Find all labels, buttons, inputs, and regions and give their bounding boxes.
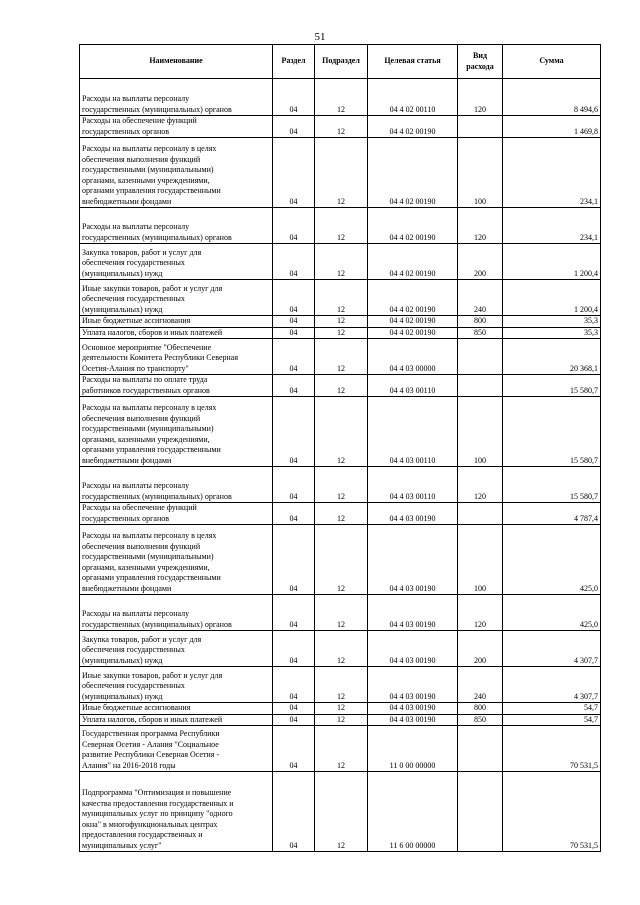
row-expense-type-cell — [458, 375, 503, 397]
row-subsection-cell — [315, 116, 368, 138]
row-amount-cell — [503, 467, 601, 503]
row-target-article: 04 4 03 00110 — [389, 385, 436, 395]
row-expense-type-cell — [458, 397, 503, 467]
row-amount: 15 580,7 — [570, 385, 598, 395]
row-amount-cell — [503, 375, 601, 397]
row-expense-type: 240 — [474, 691, 486, 701]
row-amount: 70 531,5 — [570, 840, 598, 850]
row-amount: 1 200,4 — [574, 304, 598, 314]
row-section-cell — [273, 375, 315, 397]
row-amount: 234,1 — [580, 196, 598, 206]
row-amount-cell — [503, 503, 601, 525]
row-amount-cell — [503, 116, 601, 138]
row-target-article-cell — [368, 116, 458, 138]
row-section: 04 — [289, 196, 298, 206]
row-amount-cell — [503, 339, 601, 375]
row-expense-type-cell — [458, 467, 503, 503]
row-amount-cell — [503, 631, 601, 667]
row-section-cell — [273, 703, 315, 715]
table-row — [80, 467, 601, 503]
row-target-article: 04 4 02 00190 — [389, 196, 436, 206]
table-row — [80, 595, 601, 631]
table-row — [80, 714, 601, 726]
row-name: Уплата налогов, сборов и иных платежей — [82, 327, 223, 337]
row-name: Расходы на выплаты персоналу в целях обеспечения выполнения функций государственными (муниципальными) органами, казенными учреждениями, органами управления государственными внебюджетными фондами — [82, 403, 221, 465]
row-section: 04 — [289, 583, 298, 593]
table-header-row — [80, 45, 601, 79]
row-name-cell — [80, 714, 273, 726]
row-amount-cell — [503, 525, 601, 595]
row-name-cell — [80, 138, 273, 208]
row-expense-type-cell — [458, 726, 503, 772]
row-subsection: 12 — [337, 232, 345, 242]
row-name-cell — [80, 467, 273, 503]
row-subsection: 12 — [337, 304, 345, 314]
row-section: 04 — [289, 513, 298, 523]
row-name: Иные закупки товаров, работ и услуг для обеспечения государственных (муниципальных) нужд — [82, 283, 223, 314]
row-name-cell — [80, 595, 273, 631]
row-subsection-cell — [315, 208, 368, 244]
row-amount: 425,0 — [580, 619, 598, 629]
row-section: 04 — [289, 232, 298, 242]
row-target-article: 04 4 03 00110 — [389, 455, 436, 465]
row-section-cell — [273, 208, 315, 244]
row-subsection: 12 — [337, 104, 345, 114]
row-target-article-cell — [368, 631, 458, 667]
row-section-cell — [273, 327, 315, 339]
row-subsection-cell — [315, 467, 368, 503]
table-row — [80, 631, 601, 667]
row-amount: 1 469,8 — [574, 126, 598, 136]
row-amount: 35,3 — [584, 327, 598, 337]
page-number: 51 — [314, 31, 326, 43]
row-expense-type: 100 — [474, 583, 486, 593]
row-name-cell — [80, 79, 273, 116]
row-section: 04 — [289, 703, 298, 712]
row-section-cell — [273, 280, 315, 316]
row-subsection-cell — [315, 280, 368, 316]
row-subsection: 12 — [337, 363, 345, 373]
row-subsection-cell — [315, 595, 368, 631]
row-section-cell — [273, 79, 315, 116]
row-name: Закупка товаров, работ и услуг для обеспечения государственных (муниципальных) нужд — [82, 247, 202, 278]
row-section-cell — [273, 525, 315, 595]
row-name: Расходы на обеспечение функций государственных органов — [82, 116, 197, 136]
row-amount: 20 368,1 — [570, 363, 598, 373]
row-amount: 425,0 — [580, 583, 598, 593]
row-target-article-cell — [368, 726, 458, 772]
row-name-cell — [80, 667, 273, 703]
row-subsection-cell — [315, 339, 368, 375]
row-amount-cell — [503, 316, 601, 328]
table-row — [80, 316, 601, 328]
row-name-cell — [80, 726, 273, 772]
row-subsection-cell — [315, 244, 368, 280]
row-subsection: 12 — [337, 385, 345, 395]
row-subsection-cell — [315, 79, 368, 116]
row-target-article-cell — [368, 327, 458, 339]
row-expense-type-cell — [458, 503, 503, 525]
row-section: 04 — [289, 491, 298, 501]
row-expense-type: 200 — [474, 268, 486, 278]
row-name: Расходы на выплаты персоналу государственных (муниципальных) органов — [82, 609, 232, 629]
row-expense-type: 850 — [474, 714, 486, 724]
row-name: Расходы на выплаты персоналу государственных (муниципальных) органов — [82, 94, 232, 114]
row-subsection-cell — [315, 703, 368, 715]
row-amount: 4 307,7 — [574, 655, 598, 665]
row-target-article: 11 6 00 00000 — [389, 840, 436, 850]
row-name: Расходы на выплаты по оплате труда работников государственных органов — [82, 375, 210, 395]
row-section-cell — [273, 339, 315, 375]
row-name: Расходы на выплаты персоналу в целях обеспечения выполнения функций государственными (муниципальными) органами, казенными учреждениями, органами управления государственными внебюджетными фондами — [82, 144, 221, 206]
row-target-article-cell — [368, 667, 458, 703]
row-section: 04 — [289, 691, 298, 701]
row-name-cell — [80, 631, 273, 667]
row-target-article-cell — [368, 525, 458, 595]
row-expense-type-cell — [458, 327, 503, 339]
row-amount: 54,7 — [584, 714, 598, 724]
row-subsection: 12 — [337, 316, 345, 325]
row-section: 04 — [289, 304, 298, 314]
row-target-article-cell — [368, 467, 458, 503]
row-amount: 234,1 — [580, 232, 598, 242]
row-expense-type-cell — [458, 208, 503, 244]
row-expense-type: 200 — [474, 655, 486, 665]
row-subsection: 12 — [337, 760, 345, 770]
row-expense-type-cell — [458, 595, 503, 631]
row-name: Закупка товаров, работ и услуг для обеспечения государственных (муниципальных) нужд — [82, 634, 202, 665]
row-target-article-cell — [368, 503, 458, 525]
row-section: 04 — [289, 268, 298, 278]
row-expense-type: 800 — [474, 316, 486, 325]
row-section-cell — [273, 116, 315, 138]
row-subsection: 12 — [337, 327, 345, 337]
row-subsection-cell — [315, 316, 368, 328]
row-target-article-cell — [368, 280, 458, 316]
row-subsection-cell — [315, 503, 368, 525]
table-row — [80, 79, 601, 116]
row-target-article: 04 4 02 00110 — [389, 104, 436, 114]
table-row — [80, 667, 601, 703]
table-row — [80, 208, 601, 244]
row-subsection: 12 — [337, 703, 345, 712]
row-subsection: 12 — [337, 691, 345, 701]
row-target-article-cell — [368, 772, 458, 852]
row-expense-type-cell — [458, 667, 503, 703]
row-name-cell — [80, 772, 273, 852]
table-row — [80, 525, 601, 595]
row-target-article: 04 4 03 00190 — [389, 583, 436, 593]
row-section-cell — [273, 667, 315, 703]
row-subsection-cell — [315, 772, 368, 852]
table-body — [80, 79, 601, 852]
row-expense-type-cell — [458, 280, 503, 316]
row-name: Расходы на выплаты персоналу государственных (муниципальных) органов — [82, 481, 232, 501]
row-amount-cell — [503, 138, 601, 208]
row-name-cell — [80, 208, 273, 244]
row-name-cell — [80, 116, 273, 138]
header-amount: Сумма — [503, 45, 601, 79]
row-target-article: 04 4 03 00190 — [389, 619, 436, 629]
row-expense-type-cell — [458, 116, 503, 138]
row-subsection: 12 — [337, 655, 345, 665]
row-section-cell — [273, 726, 315, 772]
row-target-article: 04 4 03 00000 — [389, 363, 436, 373]
row-target-article: 04 4 02 00190 — [389, 232, 436, 242]
row-section: 04 — [289, 327, 298, 337]
row-amount-cell — [503, 208, 601, 244]
row-subsection-cell — [315, 138, 368, 208]
row-name: Основное мероприятие "Обеспечение деятельности Комитета Республики Северная Осетия-Алания по транспорту" — [82, 342, 239, 373]
header-subsection: Подраздел — [315, 45, 368, 79]
row-target-article-cell — [368, 714, 458, 726]
row-target-article-cell — [368, 595, 458, 631]
row-amount: 54,7 — [584, 703, 598, 712]
row-target-article-cell — [368, 208, 458, 244]
row-amount: 15 580,7 — [570, 491, 598, 501]
table-row — [80, 397, 601, 467]
row-name: Государственная программа Республики Северная Осетия - Алания "Социальное развитие Республики Северная Осетия - Алания" на 2016-2018 годы — [82, 729, 220, 770]
table-row — [80, 772, 601, 852]
row-amount: 70 531,5 — [570, 760, 598, 770]
row-name-cell — [80, 375, 273, 397]
row-amount-cell — [503, 327, 601, 339]
row-name-cell — [80, 316, 273, 328]
row-target-article: 04 4 02 00190 — [389, 126, 436, 136]
row-target-article: 04 4 02 00190 — [389, 316, 436, 325]
row-name-cell — [80, 244, 273, 280]
row-section: 04 — [289, 363, 298, 373]
budget-table — [79, 44, 601, 852]
row-subsection-cell — [315, 397, 368, 467]
row-subsection-cell — [315, 714, 368, 726]
row-amount-cell — [503, 667, 601, 703]
row-amount-cell — [503, 703, 601, 715]
row-name: Уплата налогов, сборов и иных платежей — [82, 714, 223, 724]
row-target-article: 04 4 03 00190 — [389, 714, 436, 724]
header-section: Раздел — [273, 45, 315, 79]
row-expense-type-cell — [458, 339, 503, 375]
row-target-article: 04 4 03 00190 — [389, 513, 436, 523]
row-section-cell — [273, 138, 315, 208]
row-expense-type-cell — [458, 714, 503, 726]
row-target-article-cell — [368, 703, 458, 715]
row-target-article-cell — [368, 138, 458, 208]
row-subsection-cell — [315, 726, 368, 772]
table-row — [80, 116, 601, 138]
row-subsection: 12 — [337, 196, 345, 206]
row-amount-cell — [503, 79, 601, 116]
row-section-cell — [273, 595, 315, 631]
row-amount: 15 580,7 — [570, 455, 598, 465]
row-amount: 35,3 — [584, 316, 598, 325]
row-expense-type-cell — [458, 316, 503, 328]
row-section: 04 — [289, 385, 298, 395]
row-target-article-cell — [368, 79, 458, 116]
row-section: 04 — [289, 104, 298, 114]
row-target-article: 04 4 02 00190 — [389, 327, 436, 337]
row-amount-cell — [503, 397, 601, 467]
row-expense-type-cell — [458, 79, 503, 116]
row-amount: 1 200,4 — [574, 268, 598, 278]
row-expense-type: 120 — [474, 232, 486, 242]
row-section-cell — [273, 397, 315, 467]
row-name-cell — [80, 397, 273, 467]
table-row — [80, 726, 601, 772]
row-name: Иные бюджетные ассигнования — [82, 703, 191, 712]
row-expense-type: 850 — [474, 327, 486, 337]
row-subsection-cell — [315, 631, 368, 667]
row-subsection: 12 — [337, 126, 345, 136]
row-amount-cell — [503, 714, 601, 726]
row-section-cell — [273, 714, 315, 726]
row-subsection: 12 — [337, 714, 345, 724]
row-subsection-cell — [315, 525, 368, 595]
row-expense-type: 800 — [474, 703, 486, 712]
row-target-article: 04 4 02 00190 — [389, 304, 436, 314]
table-row — [80, 138, 601, 208]
row-expense-type: 240 — [474, 304, 486, 314]
row-name-cell — [80, 503, 273, 525]
row-expense-type-cell — [458, 525, 503, 595]
row-name-cell — [80, 327, 273, 339]
row-amount-cell — [503, 726, 601, 772]
row-name-cell — [80, 280, 273, 316]
row-name: Расходы на выплаты персоналу государственных (муниципальных) органов — [82, 222, 232, 242]
row-subsection: 12 — [337, 513, 345, 523]
row-amount-cell — [503, 244, 601, 280]
row-subsection: 12 — [337, 268, 345, 278]
row-section-cell — [273, 316, 315, 328]
row-amount-cell — [503, 595, 601, 631]
row-amount-cell — [503, 280, 601, 316]
row-name: Иные закупки товаров, работ и услуг для обеспечения государственных (муниципальных) нужд — [82, 670, 223, 701]
row-expense-type: 120 — [474, 491, 486, 501]
row-subsection: 12 — [337, 491, 345, 501]
row-section: 04 — [289, 760, 298, 770]
row-expense-type-cell — [458, 772, 503, 852]
row-amount-cell — [503, 772, 601, 852]
row-amount: 4 307,7 — [574, 691, 598, 701]
header-expense-type: Вид расхода — [458, 45, 503, 79]
row-subsection-cell — [315, 667, 368, 703]
row-amount: 8 494,6 — [574, 104, 598, 114]
row-section-cell — [273, 631, 315, 667]
table-row — [80, 375, 601, 397]
table-row — [80, 703, 601, 715]
row-target-article-cell — [368, 339, 458, 375]
row-name: Подпрограмма "Оптимизация и повышение качества предоставления государственных и муниципальных услуг по принципу "одного окна" в многофункциональных центрах предоставления государственных и муниципальных услуг" — [82, 788, 234, 850]
row-name-cell — [80, 339, 273, 375]
row-expense-type: 100 — [474, 196, 486, 206]
row-subsection: 12 — [337, 840, 345, 850]
row-target-article-cell — [368, 397, 458, 467]
row-name-cell — [80, 525, 273, 595]
row-section-cell — [273, 467, 315, 503]
row-expense-type-cell — [458, 244, 503, 280]
table-row — [80, 327, 601, 339]
header-target-article: Целевая статья — [368, 45, 458, 79]
row-section: 04 — [289, 619, 298, 629]
row-amount: 4 787,4 — [574, 513, 598, 523]
row-section: 04 — [289, 655, 298, 665]
table-row — [80, 244, 601, 280]
row-name-cell — [80, 703, 273, 715]
row-target-article-cell — [368, 375, 458, 397]
row-target-article: 04 4 03 00190 — [389, 691, 436, 701]
table-row — [80, 503, 601, 525]
row-section: 04 — [289, 714, 298, 724]
row-target-article: 04 4 03 00110 — [389, 491, 436, 501]
row-section-cell — [273, 772, 315, 852]
row-target-article-cell — [368, 244, 458, 280]
row-expense-type: 120 — [474, 104, 486, 114]
row-name: Иные бюджетные ассигнования — [82, 316, 191, 325]
row-name: Расходы на выплаты персоналу в целях обеспечения выполнения функций государственными (муниципальными) органами, казенными учреждениями, органами управления государственными внебюджетными фондами — [82, 531, 221, 593]
row-target-article: 04 4 03 00190 — [389, 655, 436, 665]
row-target-article: 04 4 03 00190 — [389, 703, 436, 712]
row-subsection: 12 — [337, 583, 345, 593]
row-name: Расходы на обеспечение функций государственных органов — [82, 503, 197, 523]
row-target-article-cell — [368, 316, 458, 328]
row-section: 04 — [289, 455, 298, 465]
row-target-article: 11 0 00 00000 — [389, 760, 436, 770]
row-expense-type-cell — [458, 138, 503, 208]
header-name: Наименование — [80, 45, 273, 79]
row-section: 04 — [289, 316, 298, 325]
row-expense-type-cell — [458, 703, 503, 715]
row-subsection-cell — [315, 327, 368, 339]
row-section-cell — [273, 503, 315, 525]
row-subsection: 12 — [337, 619, 345, 629]
row-section: 04 — [289, 126, 298, 136]
row-section: 04 — [289, 840, 298, 850]
table-row — [80, 280, 601, 316]
row-subsection-cell — [315, 375, 368, 397]
row-expense-type: 120 — [474, 619, 486, 629]
row-expense-type-cell — [458, 631, 503, 667]
row-target-article: 04 4 02 00190 — [389, 268, 436, 278]
row-subsection: 12 — [337, 455, 345, 465]
table-row — [80, 339, 601, 375]
row-section-cell — [273, 244, 315, 280]
row-expense-type: 100 — [474, 455, 486, 465]
